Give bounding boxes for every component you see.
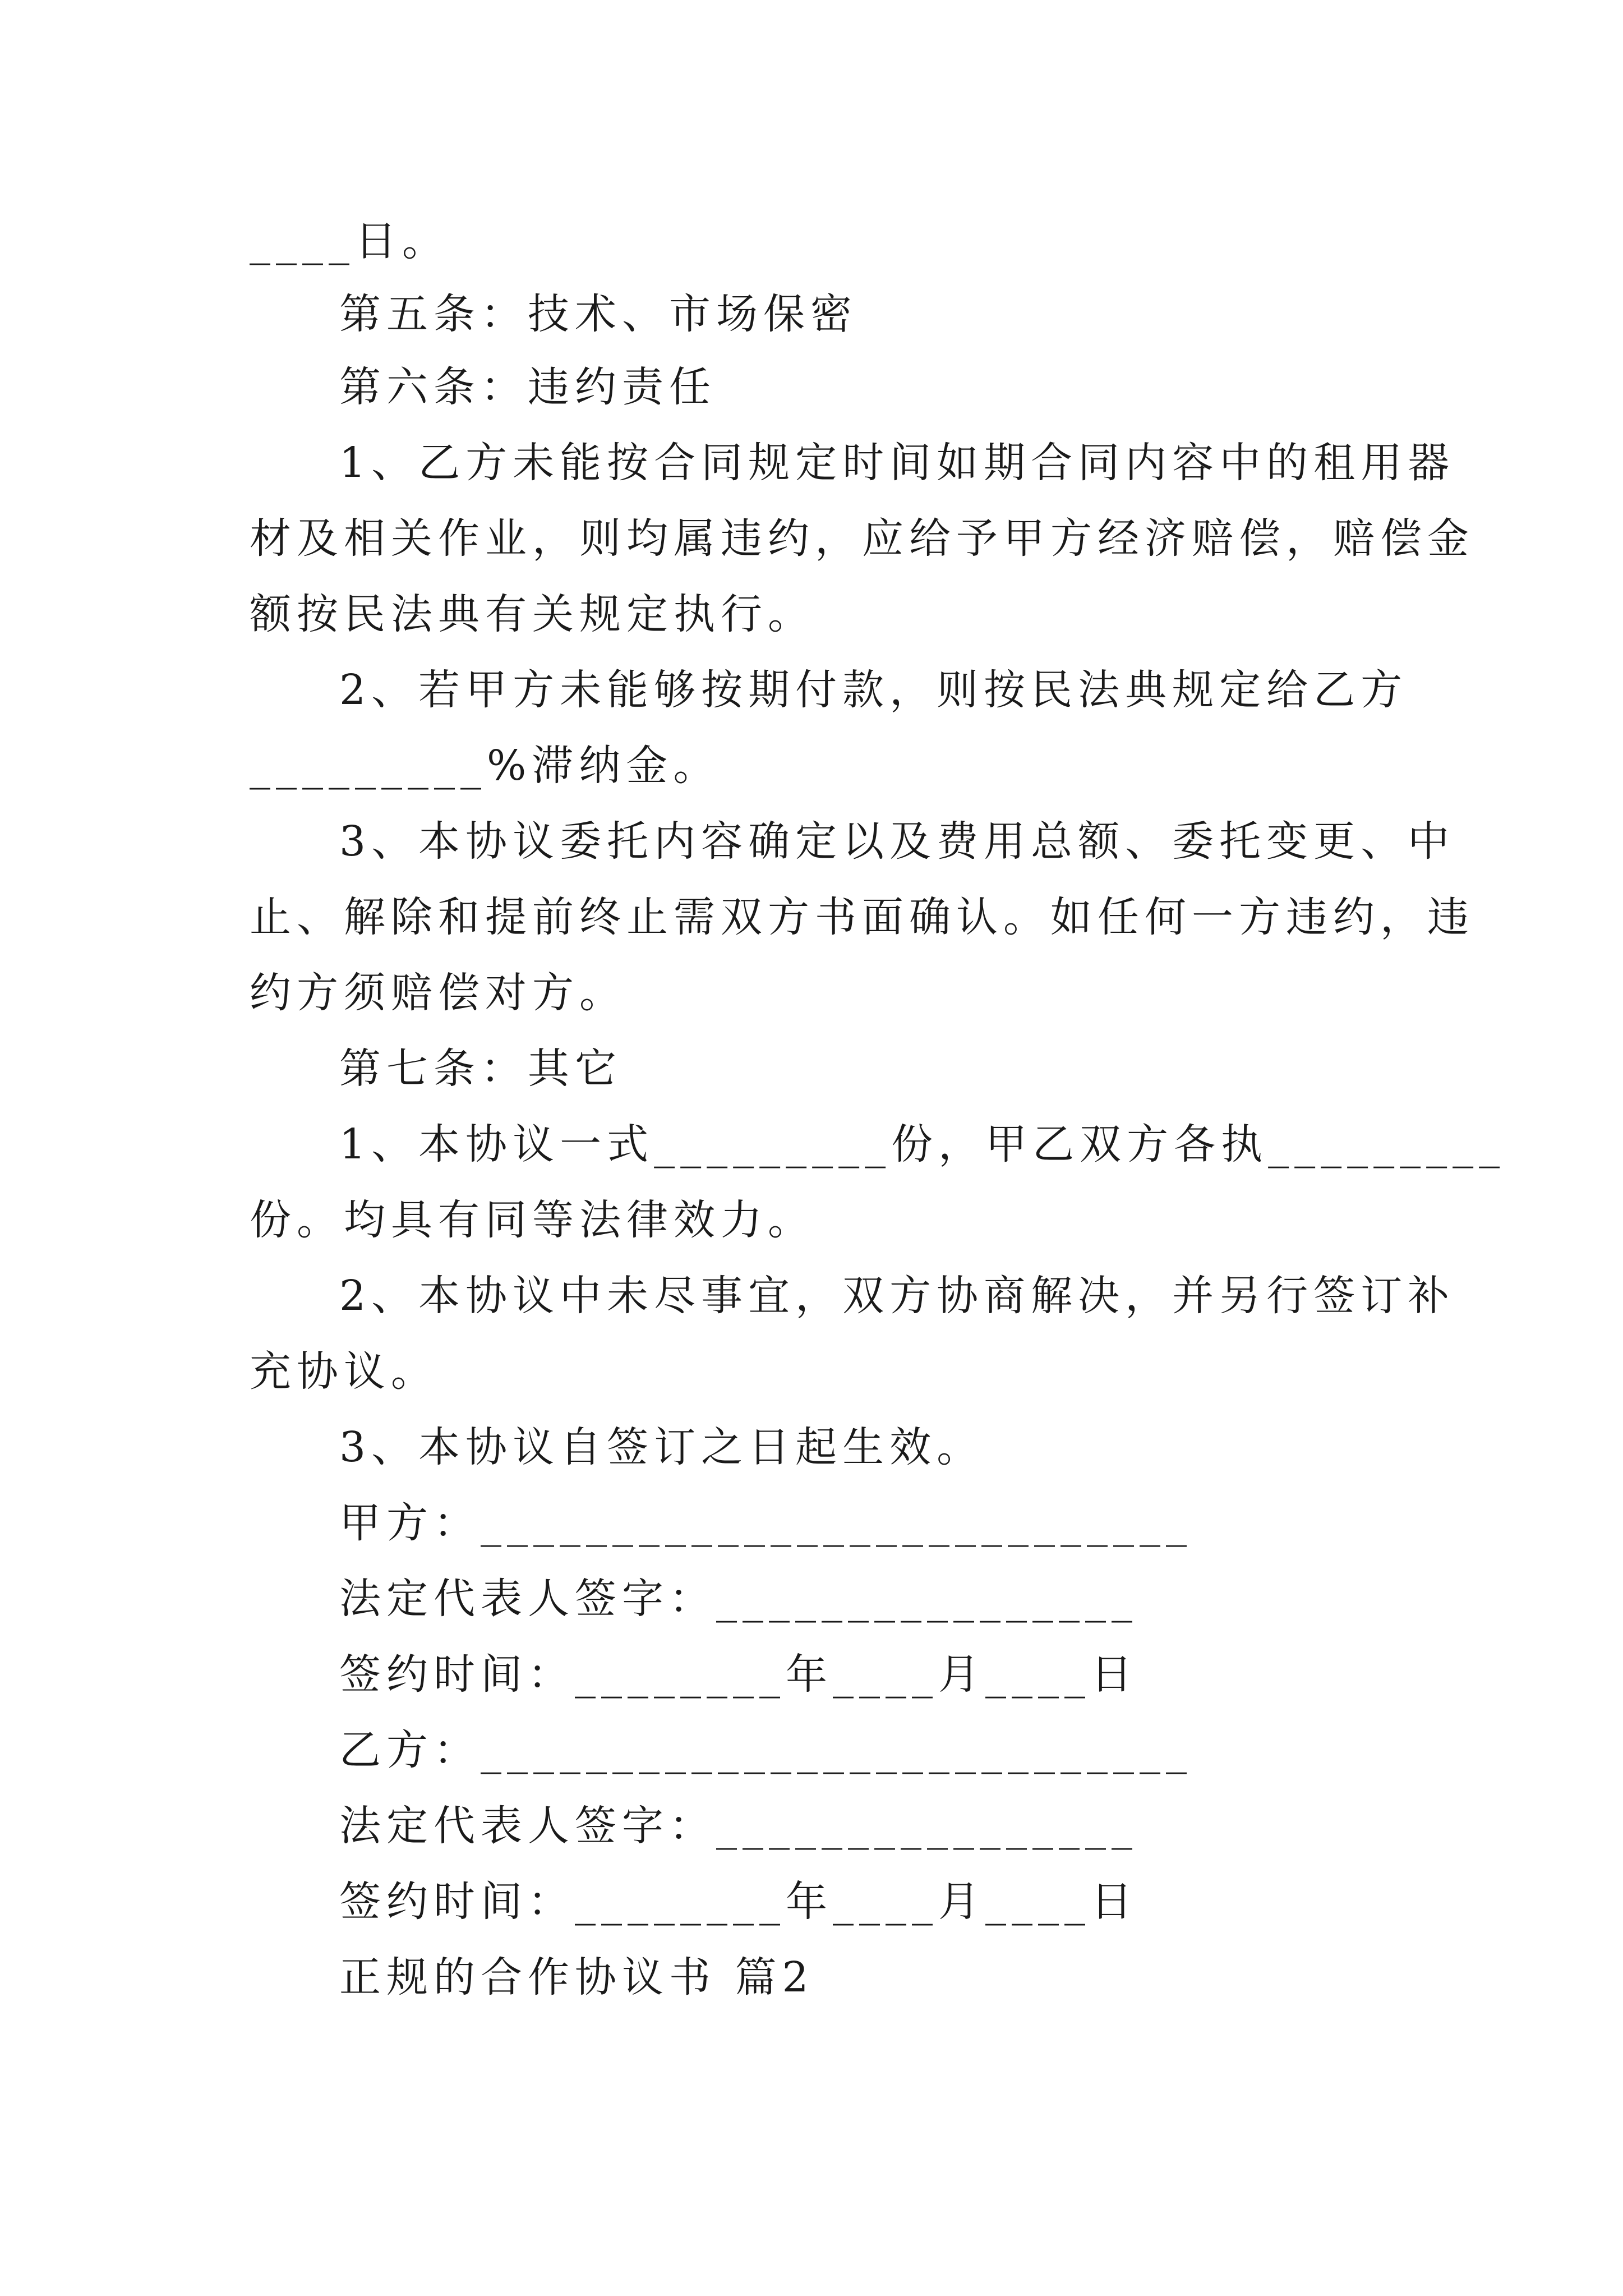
party-b-representative-signature: 法定代表人签字：________________ (339, 1802, 1138, 1850)
party-a-representative-signature: 法定代表人签字：________________ (339, 1575, 1138, 1623)
article-6-heading: 第六条：违约责任 (339, 363, 716, 411)
clause-6-3-line-2: 止、解除和提前终止需双方书面确认。如任何一方违约，违 (250, 893, 1474, 941)
party-b-field: 乙方：___________________________ (339, 1726, 1192, 1774)
clause-7-1-line-1: 1、本协议一式_________份，甲乙双方各执_________ (339, 1120, 1506, 1168)
text-line-day: ____日。 (250, 217, 449, 265)
article-7-heading: 第七条：其它 (339, 1045, 622, 1093)
clause-7-1-line-2: 份。均具有同等法律效力。 (250, 1196, 815, 1244)
clause-6-3-line-1: 3、本协议委托内容确定以及费用总额、委托变更、中 (339, 817, 1455, 866)
article-5-heading: 第五条：技术、市场保密 (339, 290, 857, 338)
party-b-sign-date: 签约时间：________年____月____日 (339, 1878, 1138, 1926)
section-title-part-2: 正规的合作协议书 篇2 (339, 1953, 814, 2001)
clause-6-1-line-1: 1、乙方未能按合同规定时间如期合同内容中的租用器 (339, 439, 1455, 487)
clause-7-2-line-2: 充协议。 (250, 1347, 438, 1396)
clause-6-2-line-2: _________%滞纳金。 (250, 742, 721, 790)
party-a-sign-date: 签约时间：________年____月____日 (339, 1650, 1138, 1699)
clause-7-2-line-1: 2、本协议中未尽事宜，双方协商解决，并另行签订补 (339, 1272, 1455, 1320)
clause-6-1-line-2: 材及相关作业，则均属违约，应给予甲方经济赔偿，赔偿金 (250, 514, 1474, 563)
clause-6-3-line-3: 约方须赔偿对方。 (250, 969, 626, 1017)
clause-6-2-line-1: 2、若甲方未能够按期付款，则按民法典规定给乙方 (339, 666, 1408, 714)
clause-6-1-line-3: 额按民法典有关规定执行。 (250, 590, 815, 638)
clause-7-3: 3、本协议自签订之日起生效。 (339, 1423, 984, 1471)
party-a-field: 甲方：___________________________ (339, 1499, 1192, 1547)
